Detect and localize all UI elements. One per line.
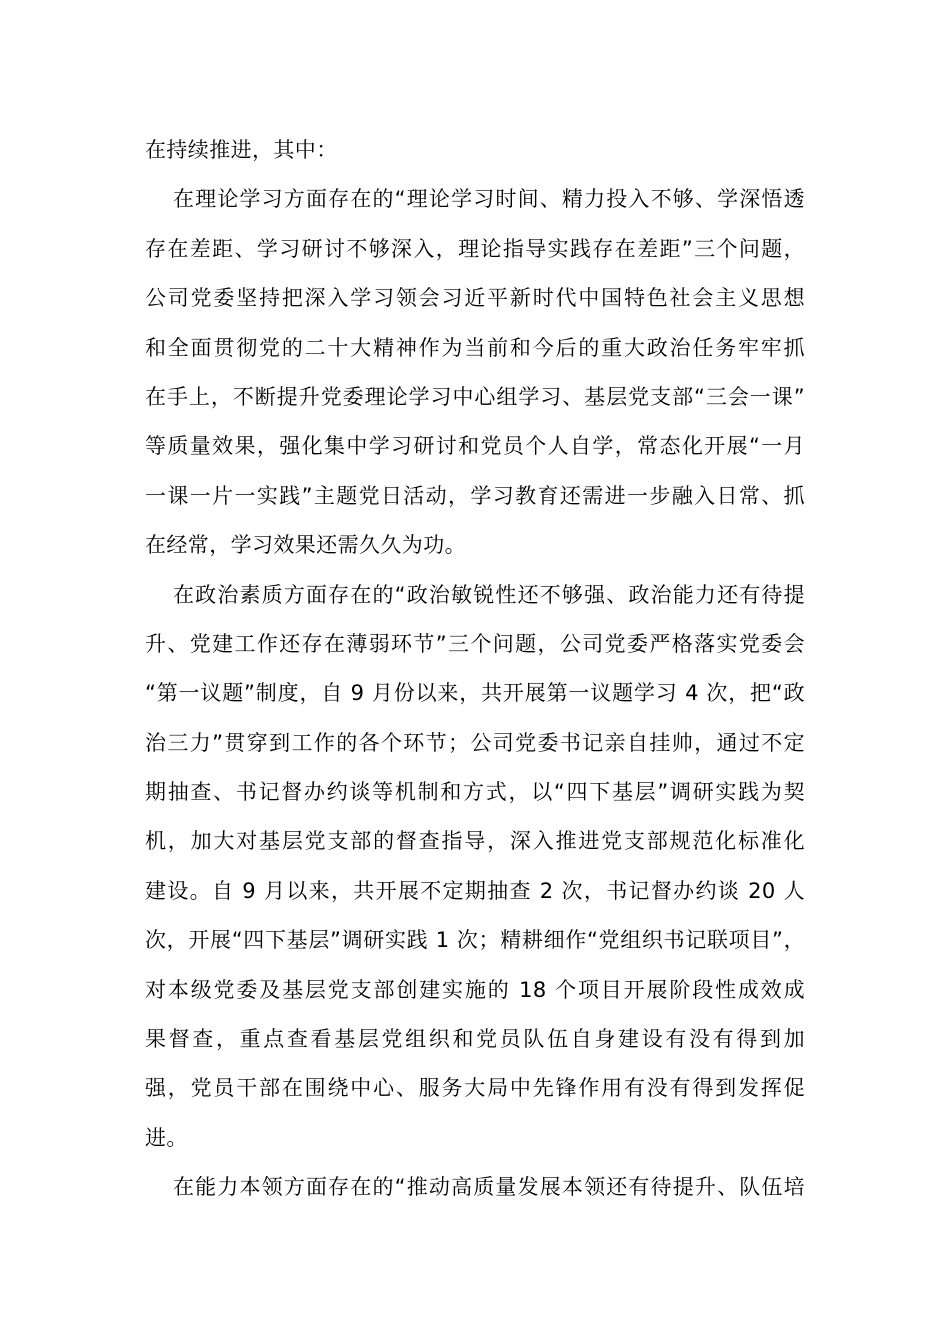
text-line: 进。 [145, 1125, 188, 1150]
paragraph-first-line: 在政治素质方面存在的“政治敏锐性还不够强、政治能力还有待提 [173, 582, 805, 607]
text-line: 一课一片一实践”主题党日活动，学习教育还需进一步融入日常、抓 [145, 483, 805, 508]
text-line: 升、党建工作还存在薄弱环节”三个问题，公司党委严格落实党委会 [145, 631, 805, 656]
text-line: 在手上，不断提升党委理论学习中心组学习、基层党支部“三会一课” [145, 384, 805, 409]
text-line: 治三力”贯穿到工作的各个环节；公司党委书记亲自挂帅，通过不定 [145, 730, 805, 755]
text-line: 果督查，重点查看基层党组织和党员队伍自身建设有没有得到加 [145, 1027, 805, 1052]
text-line: 等质量效果，强化集中学习研讨和党员个人自学，常态化开展“一月 [145, 434, 805, 459]
text-line: 强，党员干部在围绕中心、服务大局中先锋作用有没有得到发挥促 [145, 1076, 805, 1101]
text-line: 在持续推进，其中： [145, 138, 338, 162]
document-body [145, 126, 805, 1213]
text-line: 机，加大对基层党支部的督查指导，深入推进党支部规范化标准化 [145, 829, 805, 854]
text-line: 期抽查、书记督办约谈等机制和方式，以“四下基层”调研实践为契 [145, 780, 805, 805]
text-line: 在经常，学习效果还需久久为功。 [145, 533, 466, 558]
text-line: 建设。自 9 月以来，共开展不定期抽查 2 次，书记督办约谈 20 人 [145, 878, 805, 903]
text-line: 公司党委坚持把深入学习领会习近平新时代中国特色社会主义思想 [145, 286, 805, 311]
text-line: 存在差距、学习研讨不够深入，理论指导实践存在差距”三个问题， [145, 236, 805, 261]
text-line: 对本级党委及基层党支部创建实施的 18 个项目开展阶段性成效成 [145, 977, 805, 1002]
text-line: 次，开展“四下基层”调研实践 1 次；精耕细作“党组织书记联项目”， [145, 928, 805, 953]
paragraph-first-line: 在能力本领方面存在的“推动高质量发展本领还有待提升、队伍培 [173, 1175, 805, 1200]
paragraph-first-line: 在理论学习方面存在的“理论学习时间、精力投入不够、学深悟透 [173, 187, 805, 212]
text-line: 和全面贯彻党的二十大精神作为当前和今后的重大政治任务牢牢抓 [145, 335, 805, 360]
text-line: “第一议题”制度，自 9 月份以来，共开展第一议题学习 4 次，把“政 [145, 681, 805, 706]
